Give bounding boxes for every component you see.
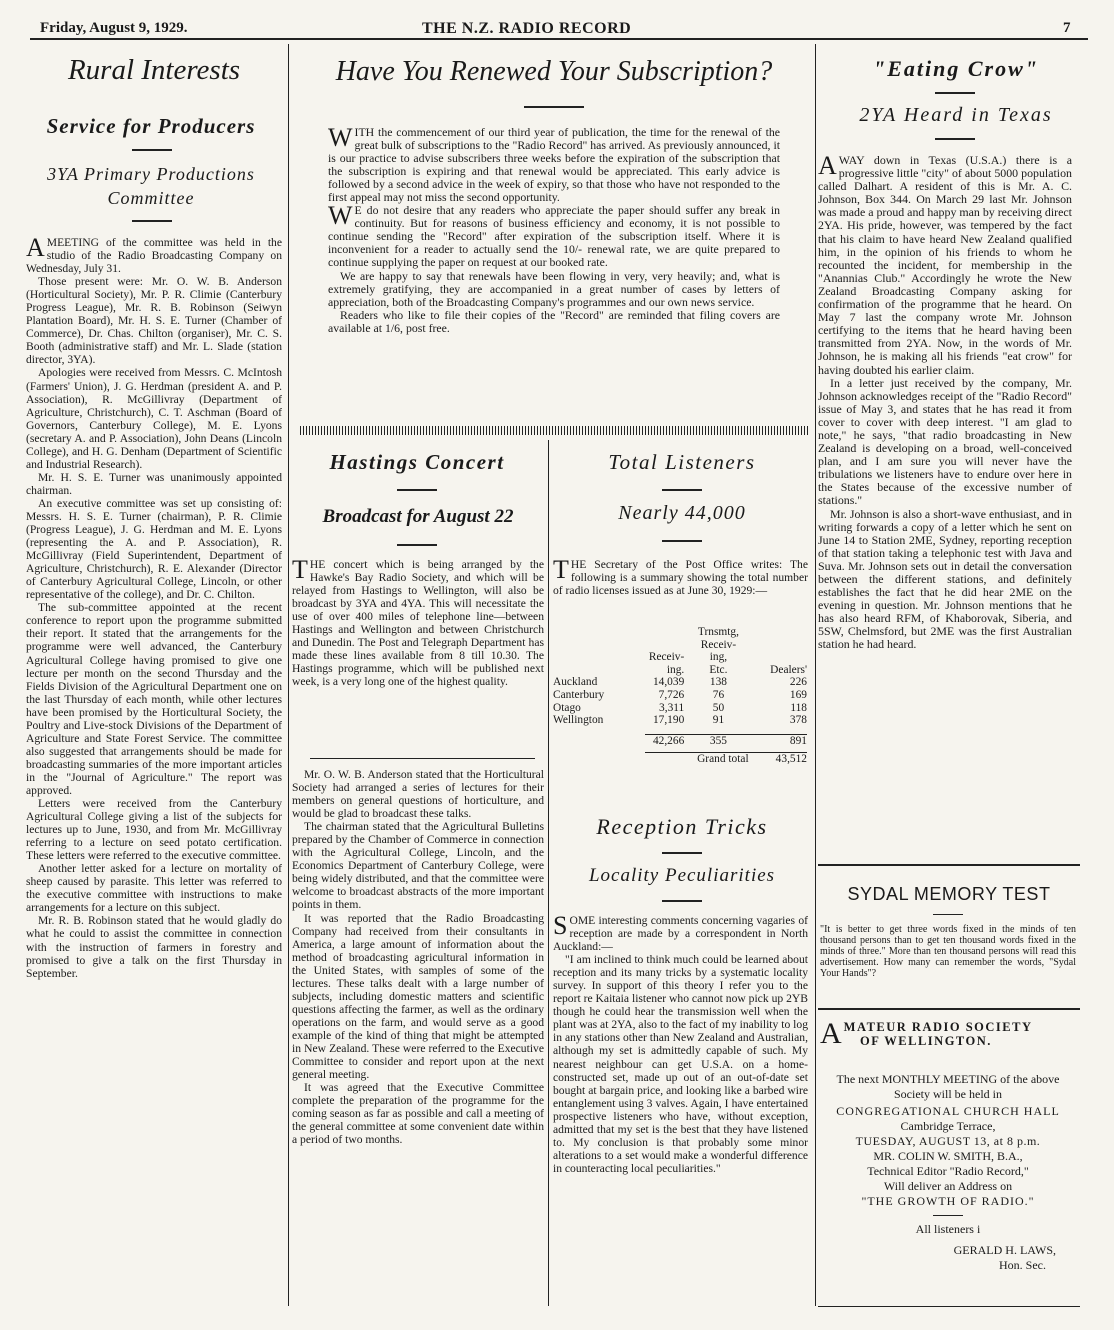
paragraph: It was reported that the Radio Broadcasting Company had received from their consultants in America, a large amount of information about the method of broadcasting agricultural information in the United States, with samples of some of the lectures. These talks dealt with a large number of subjects, including domestic matters and scientific questions affecting the farmer, as well as the ordinary operations on the farm, and would serve as a good example of the kind of thing that might be attempted in New Zealand. These were referred to the Executive Committee to consider and report upon at the next general meeting.	[292, 911, 544, 1082]
paragraph: OME interesting comments concerning vagaries of reception are made by a correspondent in North Auckland:—	[553, 914, 808, 954]
col-header: Receiv-	[648, 651, 685, 664]
paragraph: "I am inclined to think much could be learned about reception and its many tricks by a systematic locality survey. In support of this theory I refer you to the report re Kaitaia listener who cannot now pick up 2YB though he could hear the transmission well when the plant was at 2YA, also to the fact of my inability to log in any stations other than New Zealand and Australian, although my set is admittedly capable of such. My nearest neighbour can get U.S.A. on a home-constructed set, made up out of an out-of-date set bought at bargain price, and looking like a barbed wire entanglement using 3 valves. Again, I have entertained prospective listeners who have, without exception, admitted that my set is the best that they have listened to. My conclusion is that probably some minor alterations to a set would make a wonderful difference in counteracting local peculiarities."	[553, 953, 808, 1175]
column-rule	[548, 440, 549, 1306]
divider	[310, 758, 535, 759]
paragraph: The sub-committee appointed at the recent conference to report upon the programme submitted their report. It stated that the arrangements for the programme were well advanced, the Canterbury Agricultural College having promised to give one lecture per month on the second Thursday and the Fields Division of the Agricultural Department one on the last Thursday of each month, while other lectures have been promised by the Horticultural Society, the Poultry and Live-stock Divisions of the Department of Agriculture and State Forest Service. The committee also suggested that arrangements should be made for broadcasting summaries of the more important articles in the "Journal of Agriculture." The report was approved.	[26, 601, 282, 797]
paragraph: AMEETING of the committee was held in the studio of the Radio Broadcasting Company on Wednesday, July 31.	[26, 236, 282, 276]
ad-rule	[818, 1306, 1080, 1307]
col-header: ing.	[666, 663, 685, 676]
committee-title: Committee	[107, 188, 195, 208]
paragraph: It was agreed that the Executive Committee complete the preparation of the programme for the coming season as far as possible and call a meeting of the general committee at some convenient date within a period of two months.	[292, 1081, 544, 1147]
dropcap: W	[328, 201, 353, 231]
committee-title: 3YA Primary Productions	[47, 164, 255, 184]
divider	[132, 220, 172, 222]
divider	[662, 540, 702, 542]
divider	[935, 138, 975, 140]
divider	[935, 92, 975, 94]
divider	[397, 489, 437, 491]
paragraph: In a letter just received by the company, Mr. Johnson acknowledges receipt of the "Radio Record" issue of May 3, and states that he has read it from cover to cover with deep interest. "I am glad to note," he says, "that radio broadcasting in New Zealand is developing on a broad, well-conceived plan, and I am sure you will never have the tribulations we listeners have to endure over here in the States because of the excessive number of stations."	[818, 375, 1072, 508]
page-number: 7	[1063, 20, 1071, 36]
sydal-title: SYDAL MEMORY TEST	[847, 884, 1051, 904]
signatory-role: Hon. Sec.	[999, 1258, 1046, 1272]
listeners-subtitle: Nearly 44,000	[618, 502, 746, 524]
crow-title: "Eating Crow"	[873, 56, 1039, 81]
venue: CONGREGATIONAL CHURCH HALL	[836, 1104, 1060, 1118]
dropcap: T	[553, 558, 569, 584]
divider	[662, 489, 702, 491]
invite: All listeners i	[915, 1222, 981, 1236]
address-intro: Will deliver an Address on	[883, 1179, 1013, 1193]
paragraph: WITH the commencement of our third year of publication, the time for the renewal of the great bulk of subscriptions to the "Radio Record" has arrived. As previously announced, it is our practice to advise subscribers three weeks before the expiration of the subscription that the subscription is expiring and that renewal would be appreciated. This early advice is followed by a second advice in the week of expiry, so that those who have not responded to the first appeal may not miss the second opportunity.	[328, 126, 780, 205]
paragraph: An executive committee was set up consisting of: Messrs. H. S. E. Turner (chairman), P. R. Climie (Progress League), J. G. Herdman and M. E. Lyons (representing the A. and P. Association), R. McGillivray (Field Superintendent, Department of Agriculture, Christchurch), R. E. Alexander (Director of Canterbury Agricultural College, Lincoln, or other representative of the college), and Dr. C. Chilton.	[26, 496, 282, 602]
signatory: GERALD H. LAWS,	[953, 1243, 1056, 1257]
amateur-notice	[820, 1072, 1076, 1273]
divider	[524, 106, 584, 108]
hastings-subtitle: Broadcast for August 22	[322, 506, 514, 527]
masthead: THE N.Z. RADIO RECORD	[422, 20, 632, 37]
crow-subtitle: 2YA Heard in Texas	[859, 104, 1053, 126]
paragraph: Those present were: Mr. O. W. B. Anderson (Horticultural Society), Mr. P. R. Climie (Canterbury Progress League), Mr. R. B. Robinson (Seiwyn Plantation Board), Mr. H. S. E. Turner (Chamber of Commerce), Dr. Chas. Chilton (organiser), Mr. C. S. Booth (administrative staff) and Mr. L. Slade (station director, 3YA).	[26, 275, 282, 367]
rural-body	[26, 236, 282, 1308]
meeting-date: TUESDAY, AUGUST 13, at 8 p.m.	[855, 1134, 1041, 1148]
paragraph: WAY down in Texas (U.S.A.) there is a progressive little "city" of about 5000 population called Dalhart. A resident of this is Mr. A. C. Johnson, Box 344. On March 29 last Mr. Johnson was made a proud and happy man by receiving direct 2YA. His pride, however, was tempered by the fact that his claim to have heard New Zealand qualified him, in the opinion of his friends to whom he recounted the incident, for membership in the "Anannias Club." Accordingly he wrote the New Zealand Broadcasting Company asking for confirmation of the programme that he heard. On May 7 last the company wrote Mr. Johnson certifying to the items that he heard having been transmitted from 2YA. Now, in the words of Mr. Johnson, he is making all his friends "eat crow" for having doubted his earlier claim.	[818, 154, 1072, 377]
column-rule	[288, 44, 289, 1306]
reception-title: Reception Tricks	[596, 814, 768, 839]
paragraph: The chairman stated that the Agricultural Bulletins prepared by the Chamber of Commerce in connection with the Agricultural College, Lincoln, and the Economics Department of Canterbury College, were being widely distributed, and that the committee were welcome to broadcast abstracts of the more important points in them.	[292, 820, 544, 912]
col-header: Trnsmtg,	[697, 626, 739, 638]
column-rule	[815, 44, 816, 1306]
dropcap: W	[328, 126, 353, 152]
col-header: ing,	[709, 651, 728, 664]
paragraph: Mr. Johnson is also a short-wave enthusiast, and in writing forwards a copy of a letter which he sent on June 14 to Station 2ME, Sydney, reporting reception of that station taking a telephonic test with Java and Suva. Mr. Johnson sets out in detail the conversation between the different stations, and definitely establishes the fact that he did hear 2ME on the evening in question. Mr. Johnson mentions that he has also heard RFM, of Khaborovak, Siberia, and 5SW, Chelmsford, but 2ME was the first Australian station he had heard.	[818, 506, 1072, 652]
table-row: Auckland 14,039 138 226	[553, 676, 807, 689]
paragraph: Another letter asked for a lecture on mortality of sheep caused by parasite. This letter was referred to the executive committee with instructions to make arrangements for a lecture on this subject.	[26, 862, 282, 915]
paragraph: Mr. O. W. B. Anderson stated that the Horticultural Society had arranged a series of lectures for their members on general questions of horticulture, and would be glad to broadcast these talks.	[292, 768, 544, 821]
dropcap: A	[26, 236, 45, 262]
divider	[662, 900, 702, 902]
table-row: Otago 3,311 50 118	[553, 701, 807, 714]
hastings-body	[292, 558, 544, 758]
ad-rule	[818, 864, 1080, 866]
listeners-intro	[553, 558, 808, 622]
divider	[397, 544, 437, 546]
reception-subtitle: Locality Peculiarities	[588, 865, 776, 886]
notice-line: The next MONTHLY MEETING of the above Society will be held in	[836, 1072, 1060, 1101]
amateur-heading: A MATEUR RADIO SOCIETY OF WELLINGTON.	[820, 1017, 1033, 1050]
paragraph: HE concert which is being arranged by the Hawke's Bay Radio Society, and which will be relayed from Hastings to Wellington, will also be broadcast by 3YA and 4YA. This will necessitate the use of over 400 miles of telephone line—between Hastings and Wellington and between Christchurch and Dunedin. The Post and Telegraph Department has made these lines available from 8 till 10.30. The Hastings programme, which will be published next week, is a very long one of the highest quality.	[292, 558, 544, 689]
rural-subtitle: Service for Producers	[46, 114, 256, 138]
col-header: Receiv-	[700, 638, 737, 651]
rural-title: Rural Interests	[67, 54, 241, 86]
speaker-role: Technical Editor "Radio Record,"	[867, 1164, 1029, 1178]
rural-body-continued	[292, 768, 544, 1308]
listeners-title: Total Listeners	[608, 450, 756, 474]
dropcap: A	[818, 154, 837, 180]
dropcap: A	[820, 1017, 842, 1050]
paragraph: Readers who like to file their copies of the "Record" are reminded that filing covers are available at 1/6, post free.	[328, 307, 780, 335]
crow-body	[818, 154, 1072, 858]
col-header: Dealers'	[770, 663, 807, 676]
licenses-table	[551, 626, 809, 766]
paragraph: Apologies were received from Messrs. C. McIntosh (Farmers' Union), J. G. Herdman (president A. and P. Association), R. McGillivray (Department of Agriculture, Christchurch), C. T. Aschman (Board of Governors, Canterbury College), M. E. Lyons (secretary A. and P. Association), John Deans (Lincoln College), and H. G. Denham (Department of Scientific and Industrial Research).	[26, 366, 282, 471]
header-rule	[30, 38, 1088, 40]
divider	[933, 1215, 963, 1216]
paragraph: We are happy to say that renewals have been flowing in very, very heavily; and, what is extremely gratifying, they are accompanied in a great number of cases by letters of appreciation, both of the Broadcasting Company's programmes and our own news service.	[328, 268, 780, 309]
paragraph: HE Secretary of the Post Office writes: The following is a summary showing the total number of radio licenses issued as at June 30, 1929:—	[553, 558, 808, 598]
sydal-quote: "It is better to get three words fixed in the minds of ten thousand persons than to get ten thousand words fixed in the minds of three." More than ten thousand persons will read this advertisement. How many can remember the words, "Sydal Your Hands"?	[820, 924, 1076, 979]
issue-date: Friday, August 9, 1929.	[40, 20, 188, 36]
divider	[933, 914, 963, 915]
paragraph: Mr. R. B. Robinson stated that he would gladly do what he could to assist the committee in connection with the instruction of farmers in forestry and promised to give a talk on the first Thursday in September.	[26, 914, 282, 980]
dropcap: S	[553, 914, 568, 940]
topic: "THE GROWTH OF RADIO."	[861, 1194, 1035, 1208]
paragraph: W E do not desire that any readers who appreciate the paper should suffer any break in continuity. But for reasons of business efficiency and economy, it is not possible to continue sending the "Record" after expiration of the subscription itself. Where it is inconvenient for a reader to actually send the 10/- renewal rate, we are quite prepared to continue supplying the paper on request at our booked rate.	[328, 201, 780, 270]
paragraph: Mr. H. S. E. Turner was unanimously appointed chairman.	[26, 470, 282, 497]
table-row: Canterbury 7,726 76 169	[553, 688, 807, 701]
ad-rule	[818, 1008, 1080, 1010]
hastings-title: Hastings Concert	[329, 450, 505, 474]
totals-row: 42,266 355 891	[652, 734, 807, 747]
dropcap: T	[292, 558, 308, 584]
divider	[132, 149, 172, 151]
speaker: MR. COLIN W. SMITH, B.A.,	[873, 1149, 1023, 1163]
grand-total-row: Grand total 43,512	[697, 753, 807, 766]
table-row: Wellington 17,190 91 378	[553, 714, 807, 727]
ornamental-rule	[300, 426, 808, 435]
divider	[662, 852, 702, 854]
street: Cambridge Terrace,	[900, 1119, 996, 1133]
subscription-body	[328, 126, 780, 422]
col-header: Etc.	[709, 663, 728, 676]
paragraph: Letters were received from the Canterbury Agricultural College giving a list of the subjects for lectures up to June, 1930, and from Mr. McGillivray referring to a lecture on seed potato certification. These letters were referred to the executive committee.	[26, 797, 282, 863]
subscription-title: Have You Renewed Your Subscription?	[335, 56, 773, 87]
reception-body	[553, 914, 808, 1308]
